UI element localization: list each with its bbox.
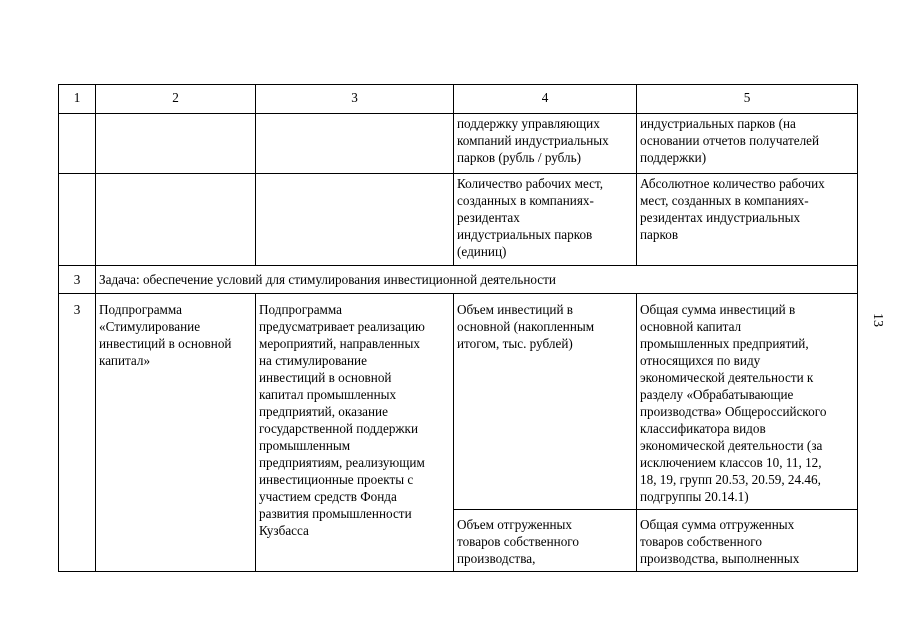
cell-empty xyxy=(59,174,96,266)
cell-empty xyxy=(256,114,454,174)
table-row xyxy=(59,174,858,266)
header-col-2: 2 xyxy=(96,85,256,114)
cell-empty xyxy=(59,114,96,174)
cell-empty xyxy=(96,114,256,174)
indicator-method-cell: Общая сумма отгруженных товаров собственного производства, выполненных xyxy=(637,510,858,572)
header-col-5: 5 xyxy=(637,85,858,114)
indicator-name-cell: Объем инвестиций в основной (накопленным итогом, тыс. рублей) xyxy=(454,294,637,510)
cell-empty xyxy=(96,174,256,266)
cell-empty xyxy=(256,174,454,266)
task-text-cell: Задача: обеспечение условий для стимулирования инвестиционной деятельности xyxy=(96,266,858,294)
indicator-method-cell: Абсолютное количество рабочих мест, созданных в компаниях- резидентах индустриальных парков xyxy=(637,174,858,266)
row-number-cell: 3 xyxy=(59,294,96,572)
header-col-3: 3 xyxy=(256,85,454,114)
row-number-cell: 3 xyxy=(59,266,96,294)
document-table xyxy=(58,84,858,572)
indicator-name-cell: поддержку управляющих компаний индустриальных парков (рубль / рубль) xyxy=(454,114,637,174)
indicator-name-cell: Объем отгруженных товаров собственного производства, xyxy=(454,510,637,572)
indicator-method-cell: Общая сумма инвестиций в основной капитал промышленных предприятий, относящихся по виду экономической деятельности к разделу «Обрабатывающие производства» Общероссийского классификатора видов экономической деятельности (за исключением классов 10, 11, 12, 18, 19, групп 20.53, 20.59, 24.46, подгруппы 20.14.1) xyxy=(637,294,858,510)
header-col-1: 1 xyxy=(59,85,96,114)
table-header-row xyxy=(59,85,858,114)
table-row xyxy=(59,114,858,174)
indicator-method-cell: индустриальных парков (на основании отчетов получателей поддержки) xyxy=(637,114,858,174)
header-col-4: 4 xyxy=(454,85,637,114)
subprogram-row xyxy=(59,294,858,510)
page-number: 13 xyxy=(870,313,885,327)
task-row xyxy=(59,266,858,294)
indicator-name-cell: Количество рабочих мест, созданных в компаниях- резидентах индустриальных парков (единиц) xyxy=(454,174,637,266)
subprogram-description-cell: Подпрограмма предусматривает реализацию мероприятий, направленных на стимулирование инвестиций в основной капитал промышленных предприятий, оказание государственной поддержки промышленным предприятиям, реализующим инвестиционные проекты с участием средств Фонда развития промышленности Кузбасса xyxy=(256,294,454,572)
subprogram-name-cell: Подпрограмма «Стимулирование инвестиций в основной капитал» xyxy=(96,294,256,572)
